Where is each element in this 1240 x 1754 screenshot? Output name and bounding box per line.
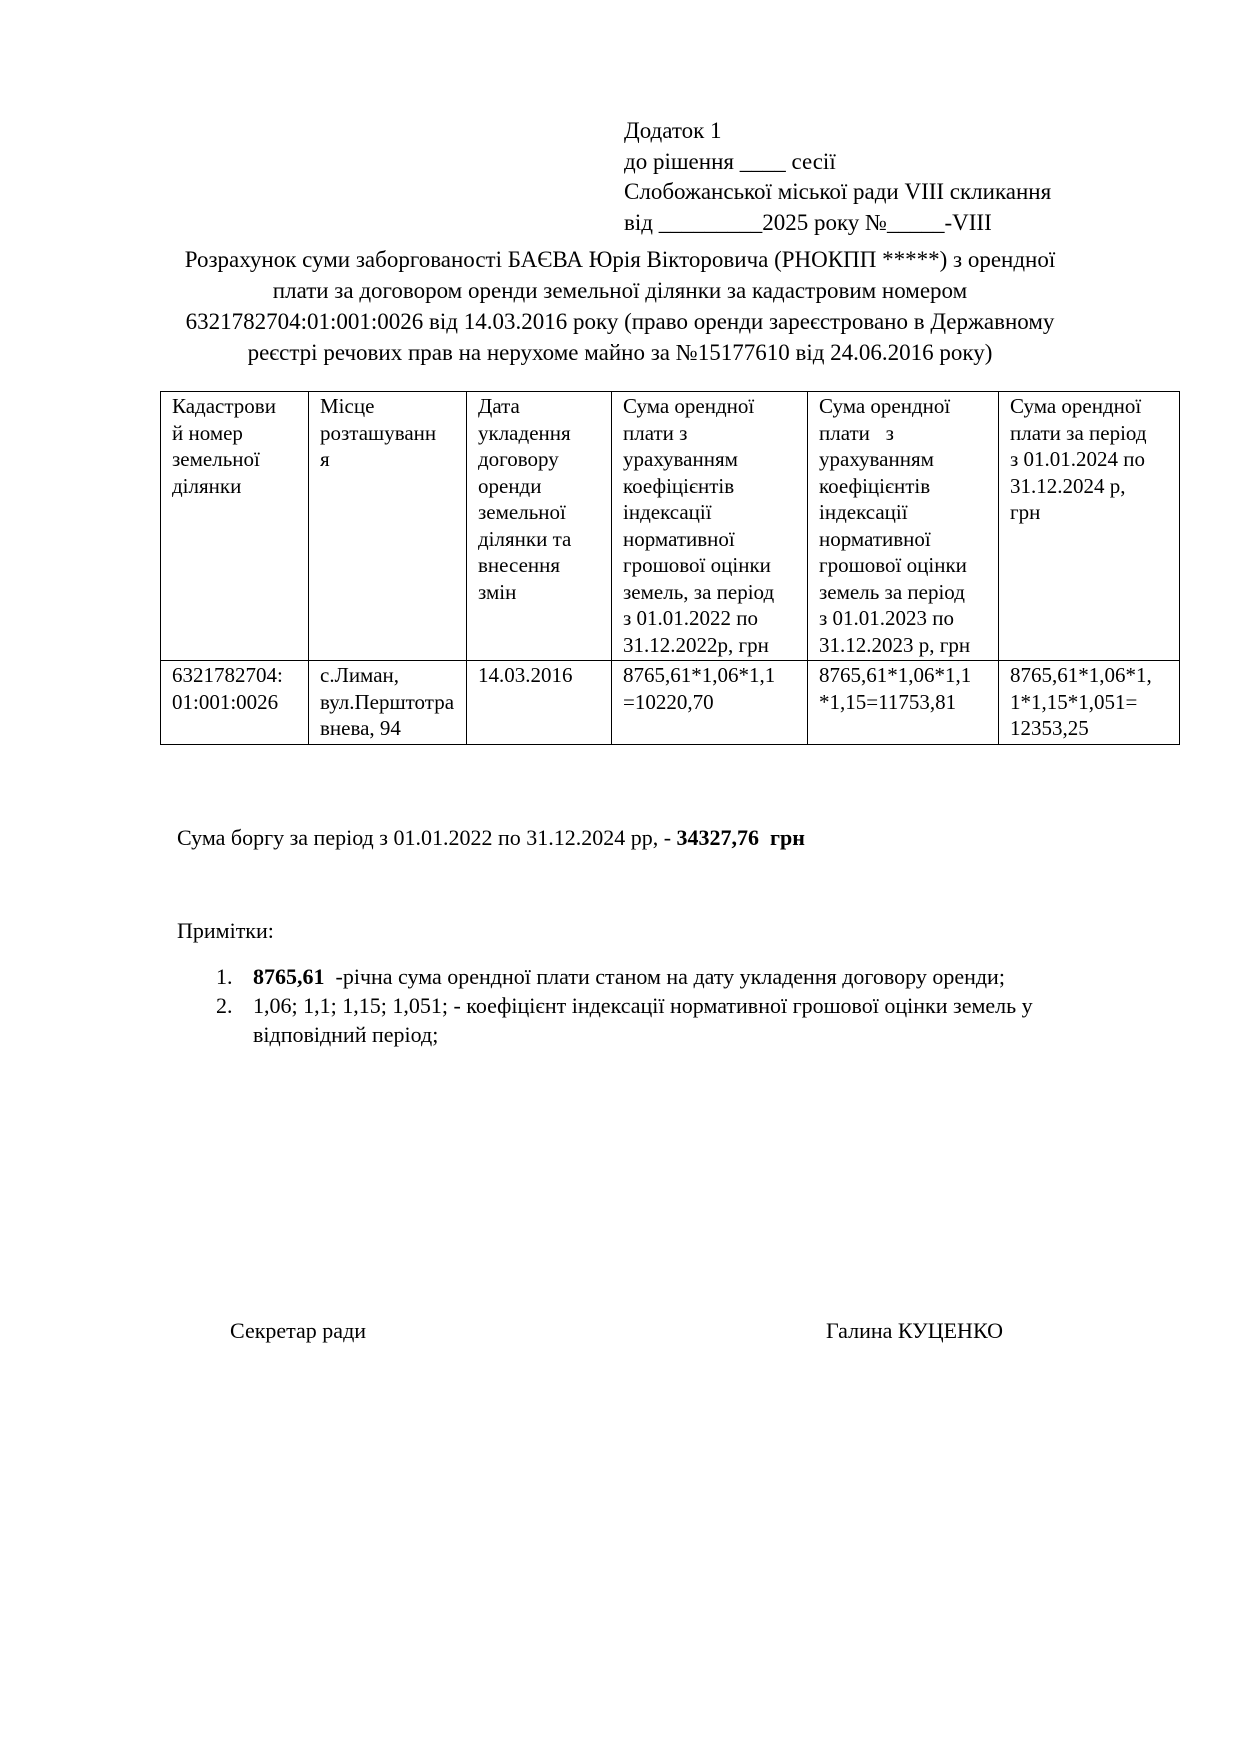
cell-rent-2024: 8765,61*1,06*1, 1*1,15*1,051= 12353,25 — [999, 661, 1180, 745]
debt-amount: 34327,76 грн — [676, 825, 805, 850]
note-number: 1. — [216, 964, 233, 989]
header-rent-2024: Сума орендної плати за період з 01.01.2024 по 31.12.2024 р, грн — [999, 392, 1180, 661]
note-text: -річна сума орендної плати станом на дату укладення договору оренди; — [324, 964, 1005, 989]
cell-rent-2023: 8765,61*1,06*1,1 *1,15=11753,81 — [808, 661, 999, 745]
title-line: реєстрі речових прав на нерухоме майно за №15177610 від 24.06.2016 року) — [247, 340, 993, 365]
title-line: 6321782704:01:001:0026 від 14.03.2016 року (право оренди зареєстровано в Державному — [185, 309, 1055, 334]
cell-location: с.Лиман, вул.Перштотра внева, 94 — [309, 661, 467, 745]
notes-title: Примітки: — [177, 918, 274, 943]
note-item-2 — [216, 991, 1096, 1051]
note-text-continued: відповідний період; — [253, 1022, 439, 1047]
cell-cadastral-number: 6321782704: 01:001:0026 — [161, 661, 309, 745]
title-line: плати за договором оренди земельної ділянки за кадастровим номером — [272, 278, 968, 303]
signature-name: Галина КУЦЕНКО — [826, 1318, 1003, 1343]
note-base-amount: 8765,61 — [253, 964, 325, 989]
table-row — [161, 661, 1180, 745]
signature-position: Секретар ради — [230, 1318, 367, 1343]
document-title — [150, 244, 1090, 368]
annex-date: від _________2025 року №_____-VIII — [624, 209, 992, 235]
header-rent-2022: Сума орендної плати з урахуванням коефіцієнтів індексації нормативної грошової оцінки земель, за період з 01.01.2022 по 31.12.2022р, грн — [612, 392, 808, 661]
debt-summary-text: Сума боргу за період з 01.01.2022 по 31.12.2024 рр, - — [177, 825, 672, 850]
annex-decision: до рішення ____ сесії — [624, 148, 836, 174]
header-contract-date: Дата укладення договору оренди земельної ділянки та внесення змін — [467, 392, 612, 661]
annex-number: Додаток 1 — [624, 118, 722, 143]
title-line: Розрахунок суми заборгованості БАЄВА Юрія Вікторовича (РНОКПП *****) з орендної — [184, 247, 1056, 272]
annex-header — [624, 116, 1051, 238]
cell-contract-date: 14.03.2016 — [467, 661, 612, 745]
table-header-row — [161, 392, 1180, 661]
header-cadastral-number: Кадастрови й номер земельної ділянки — [161, 392, 309, 661]
header-rent-2023: Сума орендної плати з урахуванням коефіцієнтів індексації нормативної грошової оцінки земель за період з 01.01.2023 по 31.12.2023 р, грн — [808, 392, 999, 661]
header-location: Місце розташуванн я — [309, 392, 467, 661]
annex-council: Слобожанської міської ради VIII скликання — [624, 179, 1052, 204]
note-item-1 — [216, 962, 1096, 992]
note-number: 2. — [216, 993, 233, 1018]
note-text: 1,06; 1,1; 1,15; 1,051; - коефіцієнт індексації нормативної грошової оцінки земель у — [253, 993, 1033, 1018]
debt-summary — [177, 825, 805, 851]
cell-rent-2022: 8765,61*1,06*1,1 =10220,70 — [612, 661, 808, 745]
debt-table — [160, 391, 1180, 745]
